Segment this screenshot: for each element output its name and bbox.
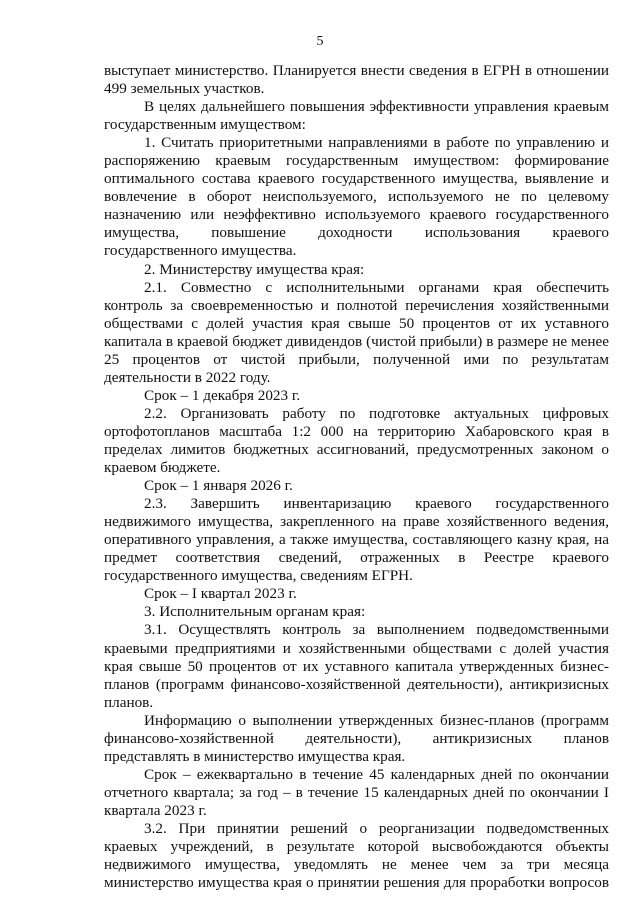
deadline-2-2: Срок – 1 января 2026 г.: [144, 477, 293, 495]
paragraph-reporting: Информацию о выполнении утвержденных бизнес-планов (программ финансово-хозяйственной деятельности), антикризисных планов представлять в министерство имущества края.: [104, 711, 609, 765]
paragraph-item-2-1: 2.1. Совместно с исполнительными органами края обеспечить контроль за своевременностью и полнотой перечисления хозяйственными обществами с долей участия края свыше 50 процентов от их уставного капитала в краевой бюджет дивидендов (чистой прибыли) в размере не менее 25 процентов от чистой прибыли, полученной ими по результатам деятельности в 2022 году.: [104, 278, 609, 386]
paragraph-item-2: 2. Министерству имущества края:: [144, 260, 365, 278]
page-number: 5: [316, 34, 324, 49]
paragraph-intro: В целях дальнейшего повышения эффективности управления краевым государственным имуществом:: [104, 98, 609, 134]
paragraph-item-3-1: 3.1. Осуществлять контроль за выполнением подведомственными краевыми предприятиями и хозяйственными обществами с долей участия края свыше 50 процентов от их уставного капитала утвержденных бизнес-планов (программ финансово-хозяйственной деятельности), антикризисных планов.: [104, 621, 609, 711]
deadline-2-3: Срок – I квартал 2023 г.: [144, 585, 297, 603]
deadline-2-1: Срок – 1 декабря 2023 г.: [144, 386, 301, 404]
paragraph-item-3-2: 3.2. При принятии решений о реорганизации подведомственных краевых учреждений, в результате которой высвобождаются объекты недвижимого имущества, уведомлять не менее чем за три месяца министерство имущества края о принятии решения для проработки вопросов: [104, 819, 609, 892]
paragraph-item-1: 1. Считать приоритетными направлениями в работе по управлению и распоряжению краевым государственным имуществом: формирование оптимального состава краевого государственного имущества, выявление и вовлечение в оборот неиспользуемого, используемого не по целевому назначению или неэффективно используемого краевого государственного имущества, повышение доходности использования краевого государственного имущества.: [104, 134, 609, 260]
paragraph-item-2-2: 2.2. Организовать работу по подготовке актуальных цифровых ортофотопланов масштаба 1:2 000 на территорию Хабаровского края в пределах лимитов бюджетных ассигнований, предусмотренных законом о краевом бюджете.: [104, 404, 609, 477]
paragraph-item-3: 3. Исполнительным органам края:: [144, 603, 366, 621]
paragraph-continuation: выступает министерство. Планируется внести сведения в ЕГРН в отношении 499 земельных участков.: [104, 62, 609, 98]
deadline-3-1: Срок – ежеквартально в течение 45 календарных дней по окончании отчетного квартала; за год – в течение 15 календарных дней по окончании I квартала 2023 г.: [104, 765, 609, 819]
paragraph-item-2-3: 2.3. Завершить инвентаризацию краевого государственного недвижимого имущества, закрепленного на праве хозяйственного ведения, оперативного управления, а также имущества, составляющего казну края, на предмет соответствия сведений, отраженных в Реестре краевого государственного имущества, сведениям ЕГРН.: [104, 495, 609, 585]
document-body: [104, 62, 609, 892]
